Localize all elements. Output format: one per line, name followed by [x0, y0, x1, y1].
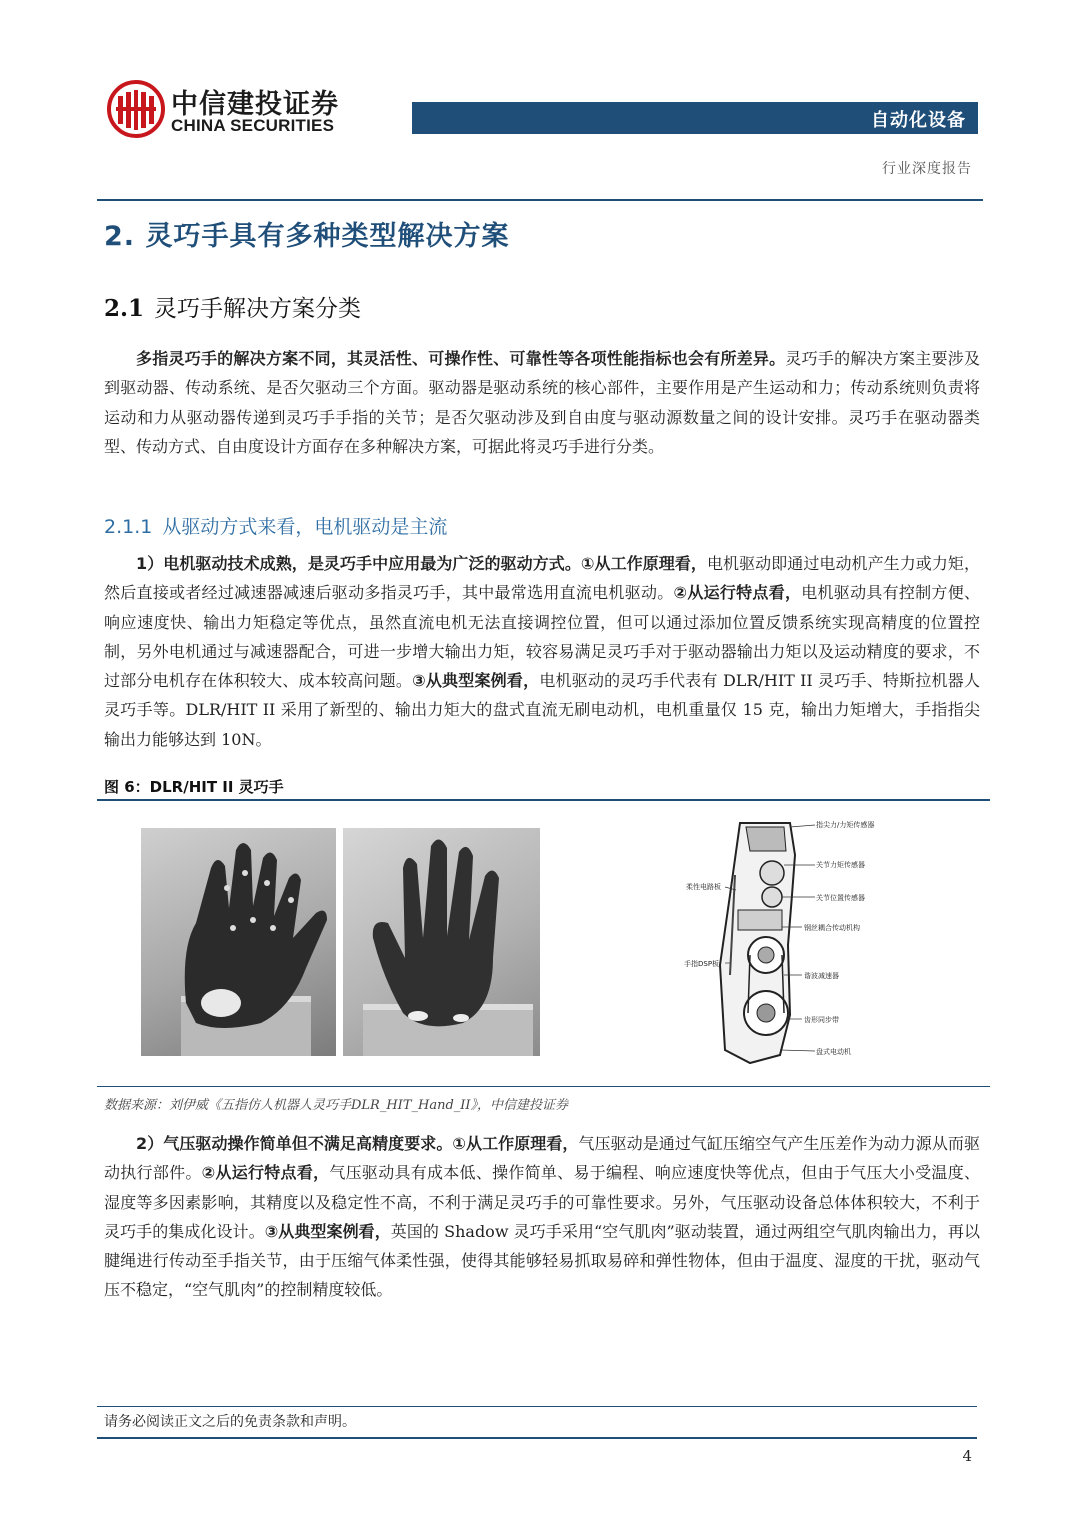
bold-lead: ③从典型案例看， [412, 671, 540, 691]
diagram-label: 手指DSP板 [684, 960, 720, 968]
diagram-label: 盘式电动机 [816, 1048, 851, 1056]
subsubsection-title: 从驱动方式来看，电机驱动是主流 [162, 516, 448, 538]
subsubsection-number: 2.1.1 [104, 516, 153, 538]
paragraph-motor-drive [104, 549, 980, 754]
paragraph-body: 电机驱动具有控制方便、响应速度快、输出力矩稳定等优点，虽然直流电机无法直接调控位置，但可以通过添加位置反馈系统实现高精度的位置控制，另外电机通过与减速器配合，可进一步增大输出力矩，较容易满足灵巧手对于驱动器输出力矩以及运动精度的要求，不过部分电机存在体积较大、成本较高问题。 [104, 583, 980, 691]
paragraph-body: 灵巧手的解决方案主要涉及到驱动器、传动系统、是否欠驱动三个方面。驱动器是驱动系统的核心部件，主要作用是产生运动和力；传动系统则负责将运动和力从驱动器传递到灵巧手手指的关节；是否欠驱动涉及到自由度与驱动源数量之间的设计安排。灵巧手在驱动器类型、传动方式、自由度设计方面存在多种解决方案，可据此将灵巧手进行分类。 [104, 349, 980, 456]
paragraph-body: 气压驱动是通过气缸压缩空气产生压差作为动力源从而驱动执行部件。 [104, 1134, 980, 1183]
figure-source: 数据来源：刘伊威《五指仿人机器人灵巧手DLR_HIT_Hand_II》，中信建投证券 [104, 1098, 569, 1113]
figure-caption: 图 6：DLR/HIT II 灵巧手 [104, 778, 284, 796]
figure-top-rule [97, 799, 990, 801]
bold-lead: ②从运行特点看， [673, 583, 802, 603]
logo-english: CHINA SECURITIES [171, 116, 335, 135]
disclaimer-text: 请务必阅读正文之后的免责条款和声明。 [104, 1414, 356, 1430]
logo-chinese: 中信建投证券 [171, 89, 339, 120]
robot-hand-front-image [141, 828, 336, 1056]
paragraph-body: 电机驱动即通过电动机产生力或力矩，然后直接或者经过减速器减速后驱动多指灵巧手，其中最常选用直流电机驱动。 [104, 554, 980, 603]
diagram-label: 关节位置传感器 [816, 894, 865, 902]
footer-bottom-rule [97, 1437, 977, 1439]
citic-seal-icon [107, 80, 165, 138]
paragraph-body: 英国的 Shadow 灵巧手采用“空气肌肉”驱动装置，通过两组空气肌肉输出力，再以腱绳进行传动至手指关节，由于压缩气体柔性强，使得其能够轻易抓取易碎和弹性物体，但由于温度、湿度的干扰，驱动气压不稳定，“空气肌肉”的控制精度较低。 [104, 1221, 980, 1300]
section-heading: 2. 灵巧手具有多种类型解决方案 [104, 221, 510, 252]
subsection-heading [104, 290, 361, 323]
industry-label: 自动化设备 [871, 110, 966, 131]
subsubsection-heading [104, 512, 447, 539]
finger-structure-diagram [680, 815, 900, 1065]
diagram-label: 柔性电路板 [686, 883, 721, 891]
paragraph-pneumatic-drive [104, 1129, 980, 1305]
bold-lead: ②从运行特点看， [201, 1163, 330, 1183]
report-type: 行业深度报告 [882, 161, 972, 177]
subsection-title: 灵巧手解决方案分类 [154, 296, 362, 322]
subsection-number: 2.1 [104, 295, 145, 322]
diagram-label: 指尖力/力矩传感器 [816, 821, 875, 829]
figure-bottom-rule [97, 1086, 990, 1087]
paragraph-overview [104, 344, 980, 461]
paragraph-body: 气压驱动具有成本低、操作简单、易于编程、响应速度快等优点，但由于气压大小受温度、湿度等多因素影响，其精度以及稳定性不高，不利于满足灵巧手的可靠性要求。另外，气压驱动设备总体体积较大，不利于灵巧手的集成化设计。 [104, 1163, 980, 1241]
company-logo [107, 80, 347, 142]
bold-lead: 1）电机驱动技术成熟，是灵巧手中应用最为广泛的驱动方式。①从工作原理看， [136, 554, 707, 573]
bold-lead: ③从典型案例看， [264, 1221, 391, 1241]
diagram-label: 钢丝耦合传动机构 [804, 924, 860, 932]
footer-top-rule [97, 1406, 977, 1407]
bold-lead: 2）气压驱动操作简单但不满足高精度要求。①从工作原理看， [136, 1134, 579, 1153]
robot-hand-photo-front [141, 828, 336, 1056]
diagram-label: 谐波减速器 [804, 972, 839, 980]
page-number: 4 [962, 1447, 972, 1465]
paragraph-body: 电机驱动的灵巧手代表有 DLR/HIT II 灵巧手、特斯拉机器人灵巧手等。DLR/HIT II 采用了新型的、输出力矩大的盘式直流无刷电动机，电机重量仅 15 克，输出力矩增大，手指指尖输出力能够达到 10N。 [104, 671, 980, 749]
paragraph-lead: 多指灵巧手的解决方案不同，其灵活性、可操作性、可靠性等各项性能指标也会有所差异。 [136, 349, 786, 368]
robot-hand-back-image [343, 828, 540, 1056]
industry-banner [412, 102, 978, 134]
diagram-label: 齿形同步带 [804, 1016, 839, 1024]
header-divider [97, 199, 983, 201]
robot-hand-photo-back [343, 828, 540, 1056]
diagram-label: 关节力矩传感器 [816, 861, 865, 869]
finger-cross-section-svg [680, 815, 900, 1065]
